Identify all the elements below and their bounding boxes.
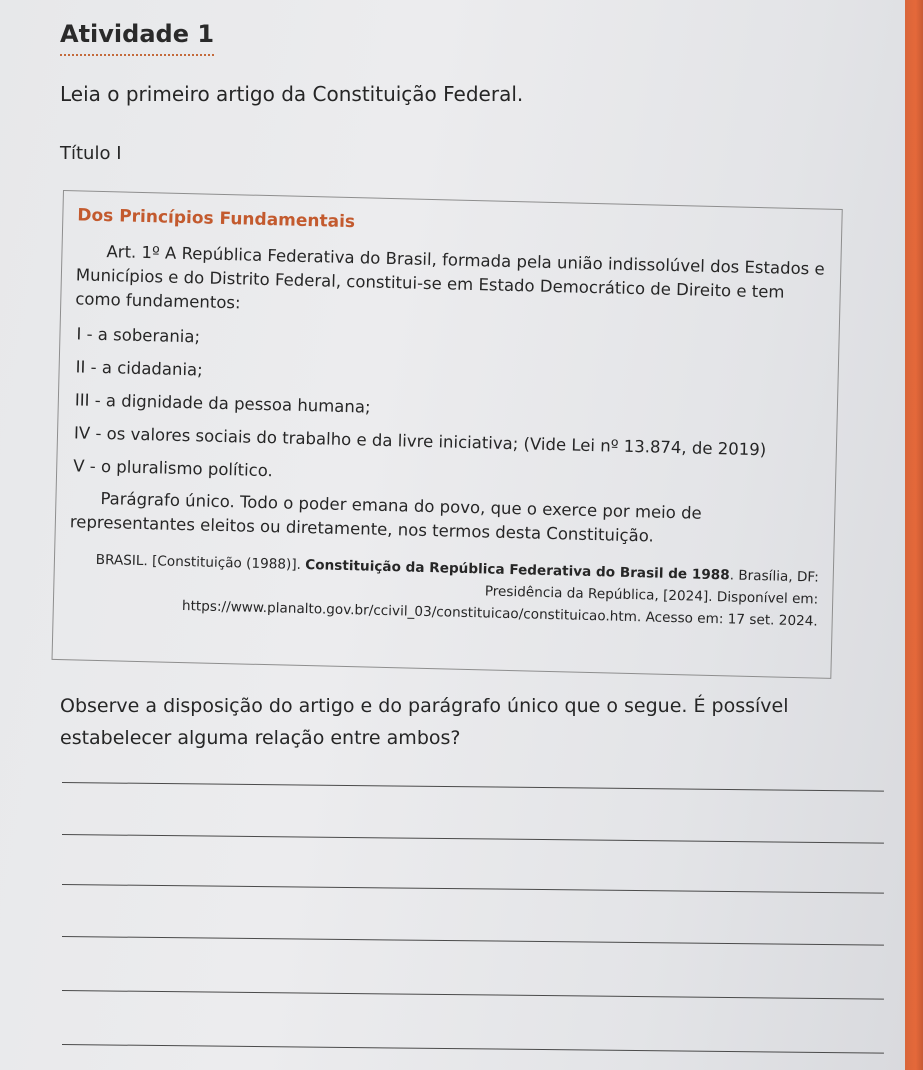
article-1-text [75,239,827,329]
citation-part-2: . Brasília, DF: Presidência da República, [2024]. Disponível em: https://www.planalto.gov.br/ccivil_03/constituicao/constituicao.htm. Acesso em: 17 set. 2024. [181,567,819,630]
paragrafo-unico: Parágrafo único. Todo o poder emana do povo, que o exerce por meio de representantes eleitos ou diretamente, nos termos desta Constituição. [69,489,702,546]
citation-part-1: BRASIL. [Constituição (1988)]. [95,551,306,574]
article-label: Art. 1º [106,242,161,263]
answer-line[interactable] [62,1044,884,1054]
title-label: Título I [60,143,122,164]
constitution-article-box [52,190,843,679]
question-text: Observe a disposição do artigo e do parágrafo único que o segue. É possível estabelecer alguma relação entre ambos? [60,695,789,749]
fundamentos-list [71,317,825,500]
list-item: II - a cidadania; [75,357,203,380]
list-item: IV - os valores sociais do trabalho e da livre iniciativa; (Vide Lei nº 13.874, de 2019) [73,423,767,460]
answer-line[interactable] [62,834,884,844]
citation-title: Constituição da República Federativa do Brasil de 1988 [305,557,730,584]
answer-line[interactable] [62,990,884,1000]
box-heading: Dos Princípios Fundamentais [77,205,356,233]
article-body: A República Federativa do Brasil, formada pela união indissolúvel dos Estados e Municípios e do Distrito Federal, constitui-se em Estado Democrático de Direito e tem como fundamentos: [75,243,825,313]
list-item: V - o pluralismo político. [73,456,274,481]
answer-line[interactable] [62,884,884,894]
activity-title: Atividade 1 [60,20,214,56]
instruction-text: Leia o primeiro artigo da Constituição Federal. [60,82,524,106]
answer-line[interactable] [62,936,884,946]
list-item: I - a soberania; [76,324,201,347]
answer-line[interactable] [62,782,884,792]
citation [68,548,819,632]
list-item: III - a dignidade da pessoa humana; [74,390,371,417]
page-edge-stripe [905,0,923,1070]
